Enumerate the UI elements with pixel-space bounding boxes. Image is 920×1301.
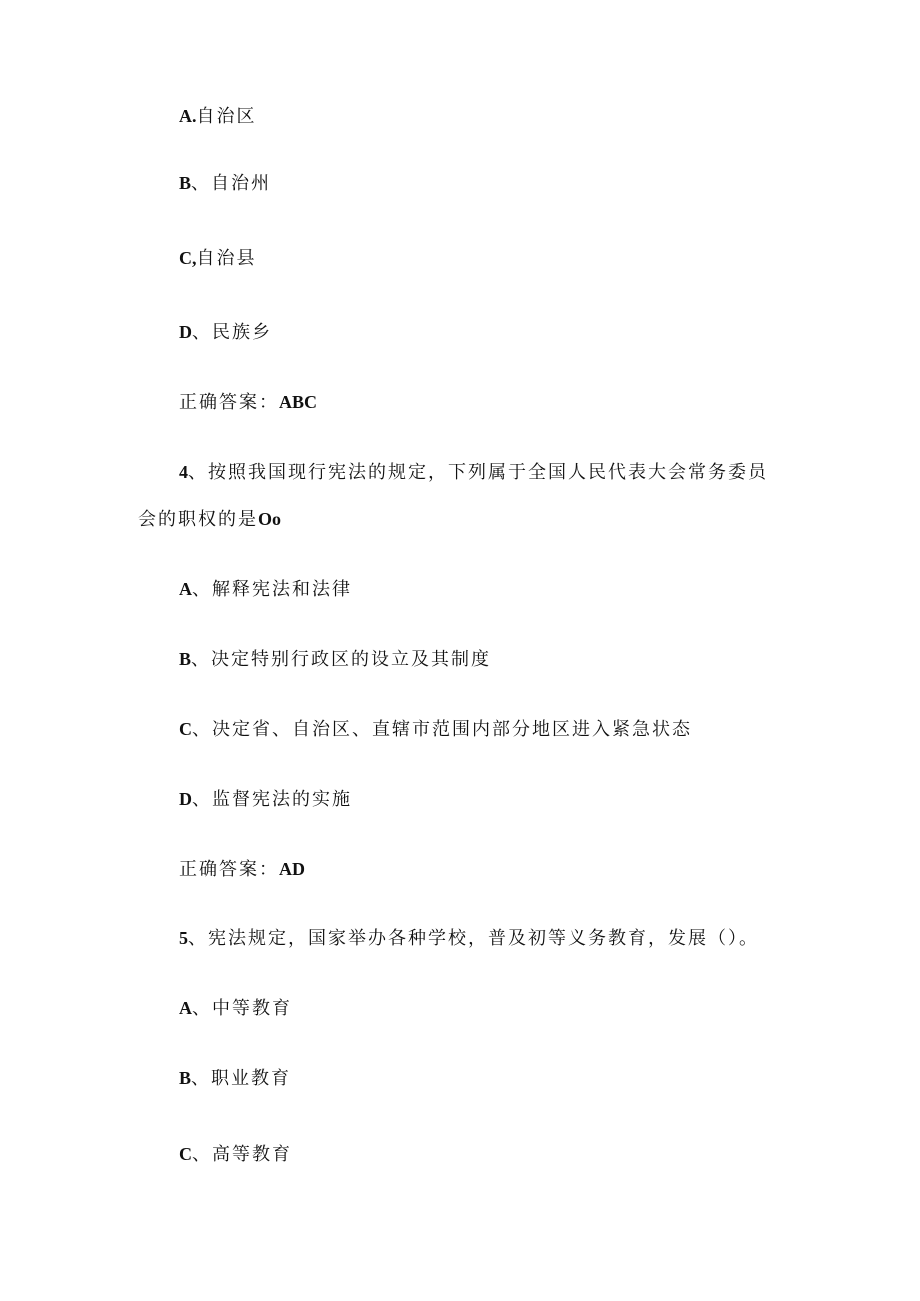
q3-option-d-letter: D: [179, 322, 192, 342]
q3-option-b-letter: B: [179, 173, 192, 193]
q3-option-c-letter: C,: [179, 248, 197, 268]
q4-stem-text: 、按照我国现行宪法的规定，下列属于全国人民代表大会常务委员: [188, 462, 768, 483]
q3-answer-value: ABC: [279, 392, 318, 412]
q3-option-d: [179, 320, 272, 345]
q5-option-b-letter: B: [179, 1068, 192, 1088]
q4-stem-line1: [179, 460, 768, 485]
q4-option-c-letter: C: [179, 719, 192, 739]
q4-option-a-letter: A: [179, 579, 192, 599]
q5-option-a-text: 、中等教育: [192, 998, 292, 1019]
q5-option-c: [179, 1142, 292, 1167]
q4-stem-line2: [138, 507, 281, 532]
q4-option-c: [179, 717, 692, 742]
q3-option-c: [179, 246, 257, 271]
q4-option-d-text: 、监督宪法的实施: [192, 789, 352, 810]
q4-option-d: [179, 787, 352, 812]
q5-stem-text: 、宪法规定，国家举办各种学校，普及初等义务教育，发展（）。: [188, 928, 759, 949]
q5-option-a: [179, 996, 292, 1021]
q5-option-b: [179, 1066, 291, 1091]
q4-option-c-text: 、决定省、自治区、直辖市范围内部分地区进入紧急状态: [192, 719, 692, 740]
q4-stem-line2-text: 会的职权的是: [138, 509, 258, 530]
q5-option-b-text: 、职业教育: [191, 1068, 292, 1089]
q4-answer: [179, 857, 305, 882]
q3-answer: [179, 390, 317, 415]
q3-option-c-text: 自治县: [196, 248, 257, 269]
q4-option-b-text: 、决定特别行政区的设立及其制度: [191, 649, 492, 670]
q4-stem-tail: Oo: [258, 509, 282, 529]
q3-answer-label: 正确答案：: [179, 392, 279, 413]
q4-number: 4: [179, 462, 188, 482]
q3-option-d-text: 、民族乡: [192, 322, 272, 343]
q4-answer-label: 正确答案：: [179, 859, 279, 880]
q3-option-b-text: 、自治州: [191, 173, 272, 194]
q5-stem: [179, 926, 759, 951]
q4-answer-value: AD: [279, 859, 305, 879]
q4-option-a: [179, 577, 352, 602]
q5-option-a-letter: A: [179, 998, 192, 1018]
q5-option-c-letter: C: [179, 1144, 192, 1164]
q4-option-b-letter: B: [179, 649, 192, 669]
q3-option-b: [179, 171, 271, 196]
q4-option-d-letter: D: [179, 789, 192, 809]
q4-option-a-text: 、解释宪法和法律: [192, 579, 352, 600]
q5-option-c-text: 、高等教育: [192, 1144, 292, 1165]
q3-option-a-letter: A.: [179, 106, 197, 126]
q3-option-a-text: 自治区: [196, 106, 257, 127]
q3-option-a: [179, 104, 257, 129]
q4-option-b: [179, 647, 491, 672]
q5-number: 5: [179, 928, 188, 948]
